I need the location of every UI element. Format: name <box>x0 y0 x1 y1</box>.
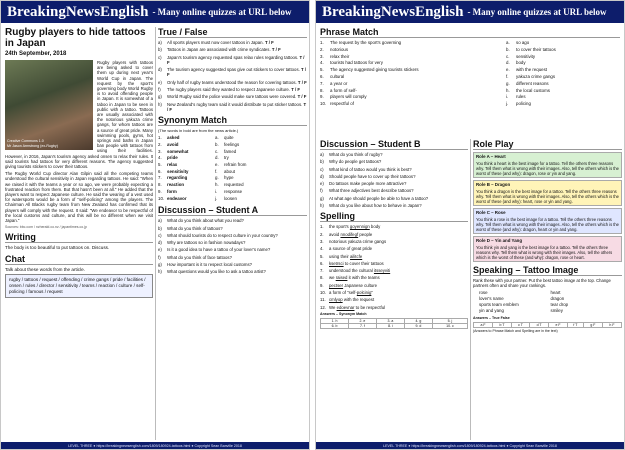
list-item: h) What do you like about how to behave in Japan? <box>320 203 422 209</box>
list-item: 8. we raised it with the teams <box>320 275 380 281</box>
role-play-heading: Role Play <box>473 139 622 150</box>
answers-note: (Answers to Phrase Match and Spelling are in the text) <box>473 329 558 334</box>
list-item: 7. understood the cultural itsseyviti <box>320 268 391 274</box>
exercise-column-1 <box>158 27 307 440</box>
chat-word-box: rugby / tattoos / request / offending / crime gangs / pride / facilities / onsen / rules / director / sensitivity / teams / reaction / culture / self-policing / famous / request <box>5 274 153 298</box>
synonym-table: 1. asked a. quite 2. avoid b. feelings 3. somewhat c. famed 4. pride d. try 5. relax e. refrain from 6. sensitivity f. about 7. regarding g. hype 8. reaction h. requested 9. form i. response 10. endeavor j. loosen <box>158 135 247 201</box>
true-false-answers-table: a F b T c T d T e F f T g F h F <box>473 322 622 328</box>
true-false-answers-label: Answers – True False <box>473 316 510 321</box>
role-card-a: Role A – Heart You think a heart is the best image for a tattoo. Tell the others three reasons why. Tell them what is wrong with their images. Also, tell the others which is the worst of these (and why): dragon, rose or yin and yang. <box>473 152 622 178</box>
speaking-heading: Speaking – Tattoo Image <box>473 265 622 276</box>
column-divider <box>155 27 156 440</box>
list-item: 3. notorious yakuza crime gangs <box>320 238 387 244</box>
writing-prompt: The body is too beautiful to put tattoos on. Discuss. <box>5 245 110 251</box>
list-item: g) At what age should people be able to have a tattoo? <box>320 195 429 201</box>
list-item: c) What kind of tattoo would you think is best? <box>320 166 412 172</box>
synonym-answers-table: 1. h 2. e 3. a 4. g 5. j 6. b 7. f 8. i 9. d 10. c <box>320 318 468 329</box>
discussion-b-heading: Discussion – Student B <box>320 139 468 150</box>
banner-tagline: - Many online quizzes at URL below <box>152 7 292 17</box>
list-item: a) What do you think of rugby? <box>320 152 383 157</box>
list-item: a) What do you think about what you read? <box>158 218 244 224</box>
list-item: yin and yang <box>479 308 504 314</box>
article-paragraph-2: The Rugby World Cup director Alan Gilpin said all the competing teams understood the cultural sensitivity in Japan regarding tattoos. He said: "When we raised it with the teams a year or so ago, we were probably expecting a frustrated reaction from them. But that hasn't been at all." He added that the players want to respect Japanese culture. He said the wearing of a vest used for watersports would be a form of "self-policing" among the players. The Chairman All Blacks rugby team from New Zealand has confirmed that its players will comply with the request. It said: "We endeavor to be respectful of the local customs and culture, and this will be no different when we visit Japan." <box>5 171 153 224</box>
list-item: b) What do you think of tattoos? <box>158 225 223 231</box>
ranking-items <box>473 290 622 314</box>
list-item: h) New Zealand's rugby team said it would distribute to put sticker tattoos. T / F <box>158 101 307 112</box>
chat-intro: Talk about these words from the article. <box>5 266 85 272</box>
list-item: 2. avoid nnodifegf people <box>320 231 373 237</box>
list-item: smiley <box>550 308 563 314</box>
worksheet-page-1 <box>0 0 310 450</box>
list-item: f) What three adjectives best describe tattoos? <box>320 188 414 194</box>
banner-brand: BreakingNewsEnglish <box>7 3 149 20</box>
exercise-column-3 <box>473 139 622 440</box>
article-date: 24th September, 2018 <box>5 51 67 57</box>
synonym-answers-label: Answers – Synonym Match <box>320 311 367 316</box>
list-item: 5. using their ailitcfe <box>320 253 363 259</box>
list-item: c) Japan's tourism agency requested spas relax rules regarding tattoos. T / F <box>158 54 305 65</box>
list-item: c) What should tourists do to respect culture in your country? <box>158 232 278 238</box>
list-item: 9. pectser Japanese culture <box>320 282 378 288</box>
phrase-match-left: 1. The request by the sport's governing 2. notorious 3. relax their 4. tourists had tattoos for very 5. The agency suggested giving tourists stickers 6. cultural 7. a year or 8. a form of self- 9. players will comply 10. respectful of <box>320 40 419 107</box>
list-item: g) How important is it to respect local customs? <box>158 262 253 268</box>
true-false-list <box>158 40 307 112</box>
list-item: sports team emblem <box>479 302 519 308</box>
article-sources: Sources: bbc.com / nzherald.co.nz / japantimes.co.jp <box>5 225 87 230</box>
list-item: 12. We edoevnar to be respectful <box>320 304 386 310</box>
chat-heading: Chat <box>5 254 153 265</box>
article-column <box>5 27 153 440</box>
list-item: 10. a form of "self-polcinig" <box>320 290 373 296</box>
page-footer: LEVEL THREE ● https://breakingnewsenglish.com/1809/180924-tattoos.html ● Copyright Sean Banville 2018 <box>1 442 309 449</box>
list-item: a) All sports players must now cover tattoos in Japan. T / F <box>158 40 274 45</box>
synonym-note: (The words in bold are from the news article.) <box>158 128 239 134</box>
banner-brand: BreakingNewsEnglish <box>322 3 464 20</box>
list-item: 6. ksetrsci to cover their tattoos <box>320 260 384 266</box>
list-item: heart <box>550 290 561 296</box>
article-photo <box>5 60 93 150</box>
speaking-intro: Rank these with your partner. Put the best tattoo image at the top. Change partners often and share your rankings. <box>473 278 611 289</box>
writing-heading: Writing <box>5 232 153 243</box>
phrase-match-right: a. so ago b. to cover their tattoos c. sensitivity d. body e. with the request f. yakuza crime gangs g. different reasons h. the local customs i. rules j. policing <box>506 40 556 107</box>
list-item: 11. cmlyop with the request <box>320 297 375 303</box>
list-item: e) Do tattoos make people more attractive? <box>320 181 407 187</box>
list-item: g) World Rugby said the police would make sure tattoos were covered. T / F <box>158 94 307 100</box>
list-item: 4. a source of great pride <box>320 246 373 252</box>
list-item: f) What do you think of face tattoos? <box>158 254 232 260</box>
worksheet-page-2 <box>315 0 625 450</box>
spelling-list <box>320 224 468 310</box>
discussion-a-heading: Discussion – Student A <box>158 205 307 216</box>
list-item: h) What questions would you like to ask a tattoo artist? <box>158 269 266 275</box>
spelling-heading: Spelling <box>320 211 468 222</box>
list-item: 1. the sport's goyennign body <box>320 224 381 230</box>
column-divider <box>470 139 471 440</box>
article-paragraph-1: Rugby players with tattoos are being asked to cover them up during next year's World Cup in Japan. The request by the sport's governing body World Rugby is to avoid offending people in Japan. It is somewhat of a taboo in Japan to be seen in public with a tattoo. Tattoos are usually associated with the notorious yakuza crime gangs, for whom tattoos are a source of great pride. Many swimming pools, gyms, hot springs and baths in Japan ban people with tattoos from using their facilities. However, in 2016, Japan's tourism agency asked onsen to relax their rules. It said tourists had tattoos for very different reasons. The agency suggested giving tourists stickers to cover their tattoos. <box>5 60 153 170</box>
list-item: tear drop <box>550 302 569 308</box>
discussion-b-list <box>320 152 468 208</box>
list-item: b) Tattoos in Japan are associated with crime syndicates. T / F <box>158 47 281 53</box>
list-item: e) Only half of rugby teams understood the reason for covering tattoos. T / F <box>158 79 307 85</box>
list-item: dragon <box>550 296 565 302</box>
phrase-match-section <box>320 27 620 135</box>
role-card-b: Role B – Dragon You think a dragon is the best image for a tattoo. Tell the others three reasons why. Tell them what is wrong with their images. Also, tell the others which is the worst of these (and why): heart, rose or yin and yang. <box>473 180 622 206</box>
list-item: d) The tourism agency suggested spas give out stickers to cover tattoos. T / F <box>158 67 307 78</box>
exercise-column-2 <box>320 139 468 440</box>
role-card-c: Role C – Rose You think a rose is the best image for a tattoo. Tell the others three reasons why. Tell them what is wrong with their images. Also, tell the others which is the worst of these (and why): dragon, heart or yin and yang. <box>473 208 622 234</box>
list-item: lover's name <box>479 296 504 302</box>
article-title: Rugby players to hide tattoos in Japan <box>5 27 146 49</box>
page-footer: LEVEL THREE ● https://breakingnewsenglish.com/1809/180924-tattoos.html ● Copyright Sean Banville 2018 <box>316 442 624 449</box>
synonym-heading: Synonym Match <box>158 115 307 126</box>
site-banner <box>316 1 624 23</box>
list-item: d) Why are tattoos so in fashion nowadays? <box>158 240 246 246</box>
list-item: b) Why do people get tattoos? <box>320 159 382 165</box>
true-false-heading: True / False <box>158 27 307 38</box>
list-item: d) Should people have to cover up their tattoos? <box>320 173 416 179</box>
site-banner <box>1 1 309 23</box>
list-item: e) Is it a good idea to have a tattoo of your lover's name? <box>158 247 271 253</box>
role-card-d: Role D – Yin and Yang You think yin and yang is the best image for a tattoo. Tell the others three reasons why. Tell them what is wrong with their images. Also, tell the others which is the worst of these (and why): dragon, rose or heart. <box>473 236 622 262</box>
banner-tagline: - Many online quizzes at URL below <box>467 7 607 17</box>
list-item: f) The rugby players said they wanted to respect Japanese culture. T / F <box>158 87 301 93</box>
phrase-match-heading: Phrase Match <box>320 27 620 38</box>
discussion-a-list <box>158 218 307 274</box>
list-item: rose <box>479 290 488 296</box>
photo-caption: Creative Commons 1.0 Mr Jason Armstrong (ex-Rugby) <box>7 139 58 148</box>
